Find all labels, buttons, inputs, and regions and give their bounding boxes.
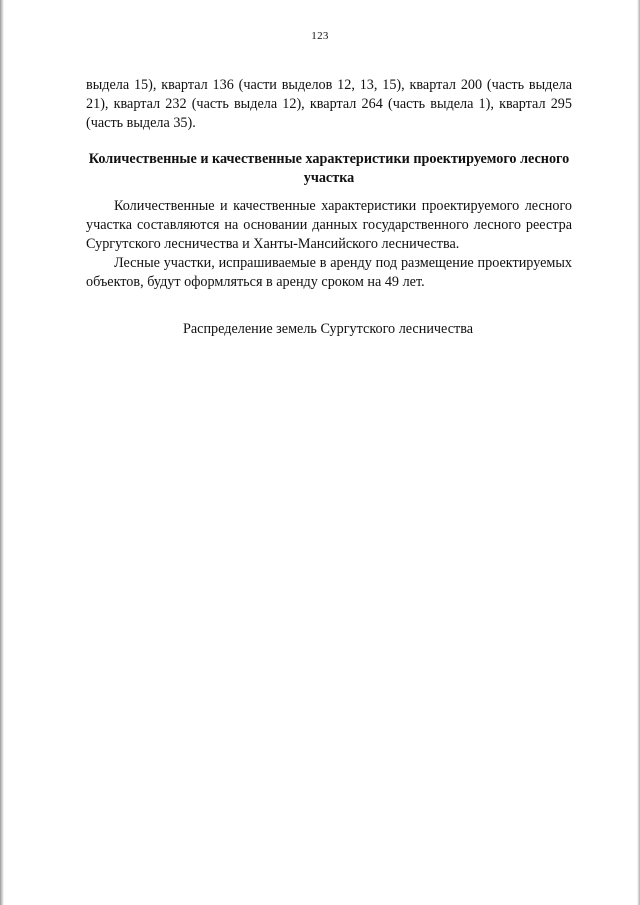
table-caption: Распределение земель Сургутского лесничества: [182, 321, 474, 337]
paragraph-lease-term: Лесные участки, испрашиваемые в аренду под размещение проектируемых объектов, будут оформляться в аренду сроком на 49 лет.: [86, 255, 572, 290]
paragraph-characteristics: Количественные и качественные характеристики проектируемого лесного участка составляются на основании данных государственного лесного реестра Сургутского лесничества и Ханты-Мансийского лесничества.: [86, 198, 572, 252]
page-number: 123: [311, 30, 329, 42]
body-paragraphs: [86, 197, 572, 292]
intro-paragraph: выдела 15), квартал 136 (части выделов 12, 13, 15), квартал 200 (часть выдела 21), квартал 232 (часть выдела 12), квартал 264 (часть выдела 1), квартал 295 (часть выдела 35).: [86, 77, 572, 131]
scan-edge-left: [0, 0, 4, 905]
section-heading: Количественные и качественные характеристики проектируемого лесного участка: [88, 151, 570, 186]
